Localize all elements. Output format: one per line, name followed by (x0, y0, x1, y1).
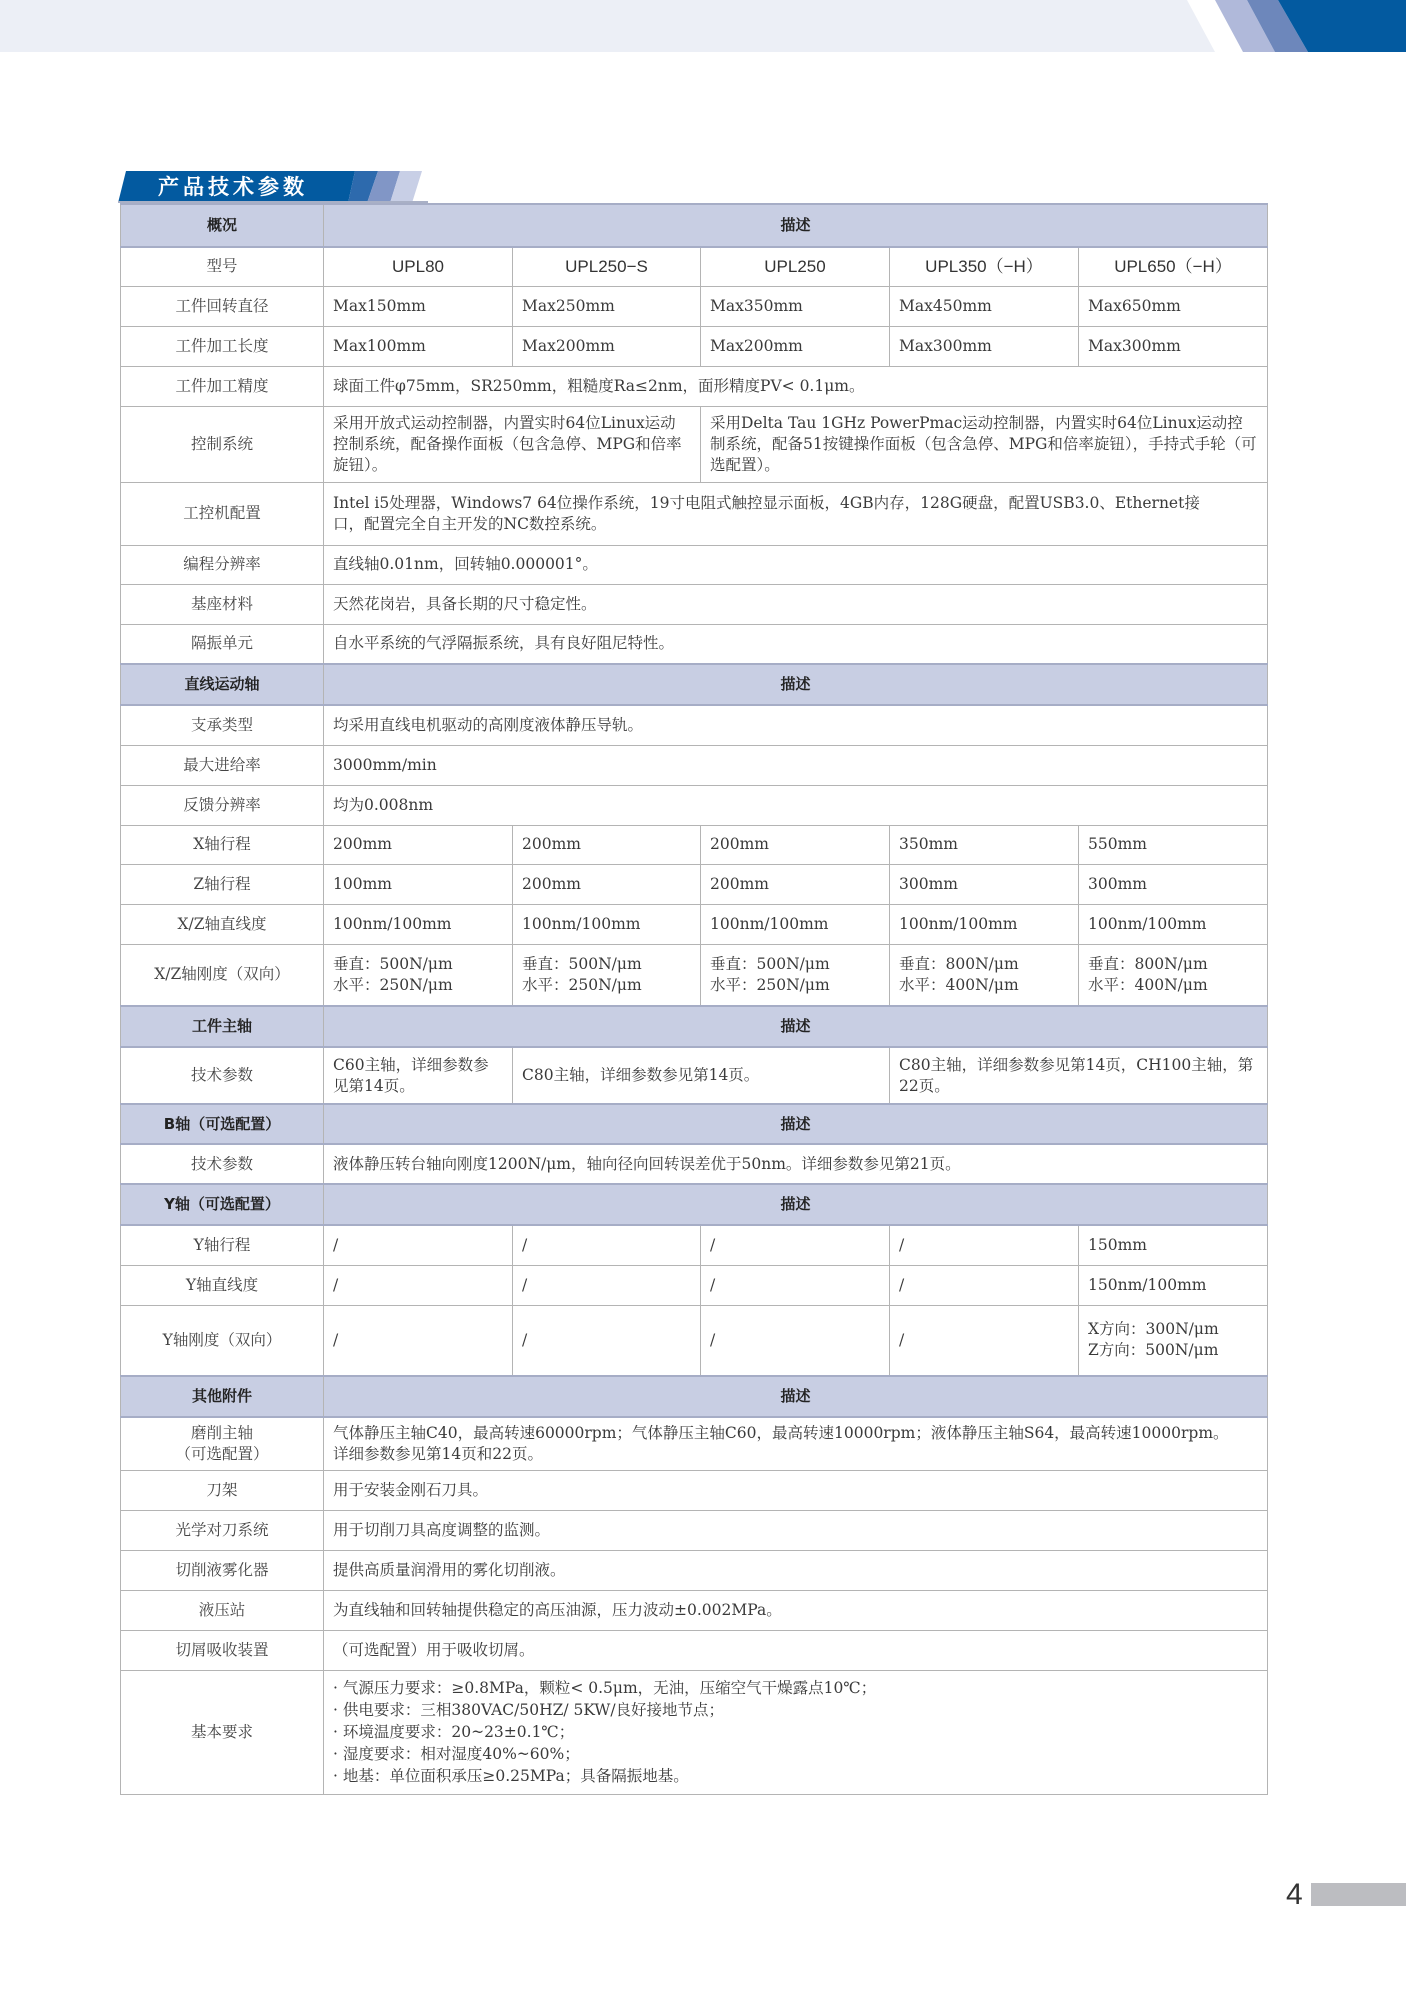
vertical-stiffness: 垂直：500N/μm (333, 954, 453, 973)
value-cell: / (890, 1265, 1079, 1305)
value-cell: 采用开放式运动控制器，内置实时64位Linux运动控制系统，配备操作面板（包含急停、MPG和倍率旋钮）。 (324, 406, 701, 482)
value-cell: 直线轴0.01nm，回转轴0.000001°。 (324, 545, 1268, 584)
row-label: 隔振单元 (121, 624, 324, 664)
row-label: X轴行程 (121, 825, 324, 864)
table-row-ipc (121, 482, 1268, 545)
value-cell: 300mm (890, 864, 1079, 904)
page-number-bar (1311, 1883, 1406, 1906)
table-row-swing-diameter (121, 286, 1268, 326)
section-header-general (121, 204, 1268, 247)
table-row-spindle-tech (121, 1047, 1268, 1104)
value-cell (1079, 944, 1268, 1006)
row-label: X/Z轴刚度（双向） (121, 944, 324, 1006)
section-desc: 描述 (324, 1376, 1268, 1417)
value-cell: Max450mm (890, 286, 1079, 326)
spec-table (120, 203, 1268, 1795)
value-cell: / (513, 1265, 701, 1305)
value-cell: 天然花岗岩，具备长期的尺寸稳定性。 (324, 584, 1268, 624)
row-label: 控制系统 (121, 406, 324, 482)
row-label: 光学对刀系统 (121, 1510, 324, 1550)
table-row-xz-straightness (121, 904, 1268, 944)
row-label: 反馈分辨率 (121, 785, 324, 825)
value-cell: 150mm (1079, 1225, 1268, 1265)
section-label: Y轴（可选配置） (121, 1184, 324, 1225)
horizontal-stiffness: 水平：400N/μm (899, 975, 1019, 994)
model-cell: UPL350（−H） (890, 247, 1079, 286)
value-cell: 液体静压转台轴向刚度1200N/μm，轴向径向回转误差优于50nm。详细参数参见第21页。 (324, 1144, 1268, 1184)
table-row-max-feed (121, 745, 1268, 785)
value-cell: Max650mm (1079, 286, 1268, 326)
value-cell: 100nm/100mm (1079, 904, 1268, 944)
section-title: 产品技术参数 (158, 175, 308, 199)
value-cell: 均采用直线电机驱动的高刚度液体静压导轨。 (324, 705, 1268, 745)
section-header-work-spindle (121, 1006, 1268, 1047)
value-cell: Intel i5处理器，Windows7 64位操作系统，19寸电阻式触控显示面板，4GB内存，128G硬盘，配置USB3.0、Ethernet接口，配置完全自主开发的NC数控系统。 (324, 482, 1268, 545)
row-label (121, 1417, 324, 1470)
table-row-z-travel (121, 864, 1268, 904)
value-cell: Max250mm (513, 286, 701, 326)
row-label: 基座材料 (121, 584, 324, 624)
model-cell: UPL80 (324, 247, 513, 286)
value-cell: 300mm (1079, 864, 1268, 904)
value-cell: 350mm (890, 825, 1079, 864)
value-cell: / (324, 1225, 513, 1265)
section-header-b-axis (121, 1104, 1268, 1144)
value-cell: 采用Delta Tau 1GHz PowerPmac运动控制器，内置实时64位Linux运动控制系统，配备51按键操作面板（包含急停、MPG和倍率旋钮），手持式手轮（可选配置）。 (701, 406, 1268, 482)
model-cell: UPL650（−H） (1079, 247, 1268, 286)
vertical-stiffness: 垂直：800N/μm (1088, 954, 1208, 973)
requirement-item: · 湿度要求：相对湿度40%~60%； (333, 1745, 580, 1763)
table-row-control-system (121, 406, 1268, 482)
value-cell: 提供高质量润滑用的雾化切削液。 (324, 1550, 1268, 1590)
value-cell: Max300mm (890, 326, 1079, 366)
value-cell: 200mm (513, 825, 701, 864)
row-label: 工控机配置 (121, 482, 324, 545)
requirement-item: · 地基：单位面积承压≥0.25MPa；具备隔振地基。 (333, 1767, 689, 1785)
value-cell: 100nm/100mm (701, 904, 890, 944)
section-desc: 描述 (324, 1006, 1268, 1047)
model-cell: UPL250−S (513, 247, 701, 286)
value-cell: / (513, 1225, 701, 1265)
value-cell: 100mm (324, 864, 513, 904)
section-label: 概况 (121, 204, 324, 247)
table-row-basic-requirements (121, 1670, 1268, 1794)
table-row-chip-suction (121, 1630, 1268, 1670)
z-direction-stiffness: Z方向：500N/μm (1088, 1341, 1219, 1360)
row-label: 切削液雾化器 (121, 1550, 324, 1590)
table-row-y-stiffness (121, 1305, 1268, 1376)
value-cell: / (701, 1225, 890, 1265)
value-cell: 气体静压主轴C40，最高转速60000rpm；气体静压主轴C60，最高转速10000rpm；液体静压主轴S64，最高转速10000rpm。详细参数参见第14页和22页。 (324, 1417, 1268, 1470)
section-header-linear-axis (121, 664, 1268, 705)
table-row-programming-resolution (121, 545, 1268, 584)
table-row-base-material (121, 584, 1268, 624)
value-cell: Max200mm (701, 326, 890, 366)
section-desc: 描述 (324, 204, 1268, 247)
table-row-bearing (121, 705, 1268, 745)
value-cell: （可选配置）用于吸收切屑。 (324, 1630, 1268, 1670)
top-decorative-band (0, 0, 1406, 52)
value-cell: 球面工件φ75mm，SR250mm，粗糙度Ra≤2nm，面形精度PV< 0.1μm。 (324, 366, 1268, 406)
value-cell: 200mm (513, 864, 701, 904)
value-cell (701, 944, 890, 1006)
row-label: 技术参数 (121, 1047, 324, 1104)
value-cell: Max300mm (1079, 326, 1268, 366)
value-cell: 200mm (701, 864, 890, 904)
value-cell: 100nm/100mm (513, 904, 701, 944)
table-row-y-travel (121, 1225, 1268, 1265)
table-row-optical-tool-setting (121, 1510, 1268, 1550)
table-row-machining-length (121, 326, 1268, 366)
value-cell: 3000mm/min (324, 745, 1268, 785)
table-row-tool-holder (121, 1470, 1268, 1510)
table-row-y-straightness (121, 1265, 1268, 1305)
horizontal-stiffness: 水平：250N/μm (333, 975, 453, 994)
section-label: 工件主轴 (121, 1006, 324, 1047)
table-row-grinding-spindle (121, 1417, 1268, 1470)
section-desc: 描述 (324, 664, 1268, 705)
value-cell: / (890, 1305, 1079, 1376)
table-row-model (121, 247, 1268, 286)
value-cell (324, 944, 513, 1006)
row-label: Y轴行程 (121, 1225, 324, 1265)
value-cell: / (324, 1265, 513, 1305)
row-label: 最大进给率 (121, 745, 324, 785)
value-cell: 200mm (701, 825, 890, 864)
value-cell: Max100mm (324, 326, 513, 366)
table-row-precision (121, 366, 1268, 406)
table-row-mist (121, 1550, 1268, 1590)
x-direction-stiffness: X方向：300N/μm (1088, 1320, 1219, 1339)
row-label-line: 磨削主轴 (190, 1423, 253, 1442)
table-row-x-travel (121, 825, 1268, 864)
requirement-item: · 环境温度要求：20~23±0.1℃； (333, 1723, 575, 1741)
row-label: 液压站 (121, 1590, 324, 1630)
value-cell: 自水平系统的气浮隔振系统，具有良好阻尼特性。 (324, 624, 1268, 664)
value-cell: Max150mm (324, 286, 513, 326)
row-label: Y轴刚度（双向） (121, 1305, 324, 1376)
section-label: 直线运动轴 (121, 664, 324, 705)
section-header-y-axis (121, 1184, 1268, 1225)
row-label: 编程分辨率 (121, 545, 324, 584)
row-label: Y轴直线度 (121, 1265, 324, 1305)
value-cell: 均为0.008nm (324, 785, 1268, 825)
section-desc: 描述 (324, 1104, 1268, 1144)
horizontal-stiffness: 水平：250N/μm (710, 975, 830, 994)
row-label: 工件回转直径 (121, 286, 324, 326)
value-cell: / (701, 1265, 890, 1305)
value-cell (513, 944, 701, 1006)
row-label: 工件加工长度 (121, 326, 324, 366)
row-label: Z轴行程 (121, 864, 324, 904)
value-cell: 为直线轴和回转轴提供稳定的高压油源，压力波动±0.002MPa。 (324, 1590, 1268, 1630)
section-label: 其他附件 (121, 1376, 324, 1417)
requirement-item: · 气源压力要求：≥0.8MPa，颗粒< 0.5μm，无油，压缩空气干燥露点10℃； (333, 1679, 877, 1697)
table-row-b-axis-tech (121, 1144, 1268, 1184)
row-label: 型号 (121, 247, 324, 286)
row-label: 刀架 (121, 1470, 324, 1510)
section-desc: 描述 (324, 1184, 1268, 1225)
row-label: 切屑吸收装置 (121, 1630, 324, 1670)
value-cell (890, 944, 1079, 1006)
row-label: 基本要求 (121, 1670, 324, 1794)
value-cell: / (513, 1305, 701, 1376)
section-header-accessories (121, 1376, 1268, 1417)
horizontal-stiffness: 水平：250N/μm (522, 975, 642, 994)
table-row-feedback (121, 785, 1268, 825)
requirement-item: · 供电要求：三相380VAC/50HZ/ 5KW/良好接地节点； (333, 1701, 725, 1719)
value-cell: 100nm/100mm (324, 904, 513, 944)
value-cell: / (890, 1225, 1079, 1265)
value-cell: 用于安装金刚石刀具。 (324, 1470, 1268, 1510)
table-row-xz-stiffness (121, 944, 1268, 1006)
vertical-stiffness: 垂直：800N/μm (899, 954, 1019, 973)
row-label: 支承类型 (121, 705, 324, 745)
value-cell: / (324, 1305, 513, 1376)
value-cell: Max200mm (513, 326, 701, 366)
row-label: 工件加工精度 (121, 366, 324, 406)
horizontal-stiffness: 水平：400N/μm (1088, 975, 1208, 994)
row-label: X/Z轴直线度 (121, 904, 324, 944)
row-label-line: （可选配置） (175, 1444, 269, 1463)
value-cell: 550mm (1079, 825, 1268, 864)
section-label: B轴（可选配置） (121, 1104, 324, 1144)
value-cell: / (701, 1305, 890, 1376)
requirements-list (324, 1670, 1268, 1794)
value-cell: 用于切削刀具高度调整的监测。 (324, 1510, 1268, 1550)
table-row-isolation (121, 624, 1268, 664)
row-label: 技术参数 (121, 1144, 324, 1184)
value-cell (1079, 1305, 1268, 1376)
value-cell: 150nm/100mm (1079, 1265, 1268, 1305)
table-row-hydraulic (121, 1590, 1268, 1630)
value-cell: C80主轴，详细参数参见第14页。 (513, 1047, 890, 1104)
model-cell: UPL250 (701, 247, 890, 286)
value-cell: C80主轴，详细参数参见第14页，CH100主轴，第22页。 (890, 1047, 1268, 1104)
value-cell: 200mm (324, 825, 513, 864)
value-cell: Max350mm (701, 286, 890, 326)
page-number: 4 (1286, 1878, 1303, 1911)
value-cell: C60主轴，详细参数参见第14页。 (324, 1047, 513, 1104)
vertical-stiffness: 垂直：500N/μm (522, 954, 642, 973)
value-cell: 100nm/100mm (890, 904, 1079, 944)
vertical-stiffness: 垂直：500N/μm (710, 954, 830, 973)
